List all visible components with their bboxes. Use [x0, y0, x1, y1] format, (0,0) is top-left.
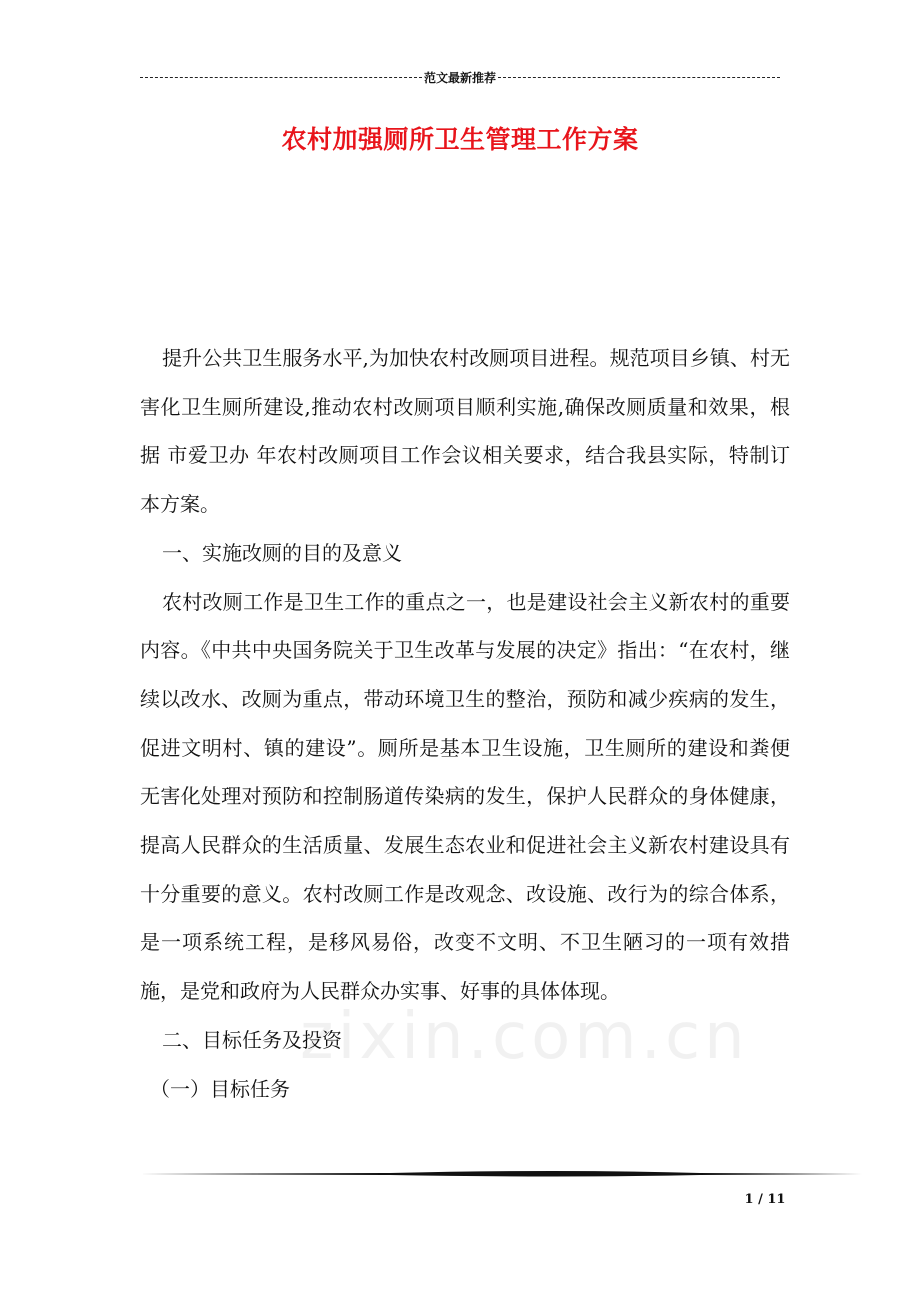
- document-title: 农村加强厕所卫生管理工作方案: [281, 125, 639, 154]
- footer-rule: [140, 1166, 862, 1180]
- watermark: zixin.com.cn: [300, 1000, 749, 1074]
- page-header: [140, 68, 780, 86]
- header-label: 范文最新推荐: [424, 70, 497, 85]
- purpose-paragraph: 农村改厕工作是卫生工作的重点之一，也是建设社会主义新农村的重要内容。《中共中央国务院关于卫生改革与发展的决定》指出：“在农村，继续以改水、改厕为重点，带动环境卫生的整治，预防和减少疾病的发生，促进文明村、镇的建设”。厕所是基本卫生设施，卫生厕所的建设和粪便无害化处理对预防和控制肠道传染病的发生，保护人民群众的身体健康，提高人民群众的生活质量、发展生态农业和促进社会主义新农村建设具有十分重要的意义。农村改厕工作是改观念、改设施、改行为的综合体系，是一项系统工程，是移风易俗，改变不文明、不卫生陋习的一项有效措施，是党和政府为人民群众办实事、好事的具体体现。: [140, 589, 790, 1004]
- header-dash-right: [498, 77, 780, 78]
- intro-paragraph: 提升公共卫生服务水平,为加快农村改厕项目进程。规范项目乡镇、村无害化卫生厕所建设,推动农村改厕项目顺利实施,确保改厕质量和效果，根据 市爱卫办 年农村改厕项目工作会议相关要求，结合我县实际，特制订本方案。: [140, 346, 790, 517]
- subsection-heading-targets: （一）目标任务: [150, 1076, 290, 1101]
- page-number: 1 / 11: [744, 1192, 786, 1207]
- section-heading-purpose: 一、实施改厕的目的及意义: [162, 540, 402, 565]
- section-heading-targets: 二、目标任务及投资: [162, 1027, 342, 1052]
- header-dash-left: [140, 77, 422, 78]
- document-body: [140, 334, 790, 1113]
